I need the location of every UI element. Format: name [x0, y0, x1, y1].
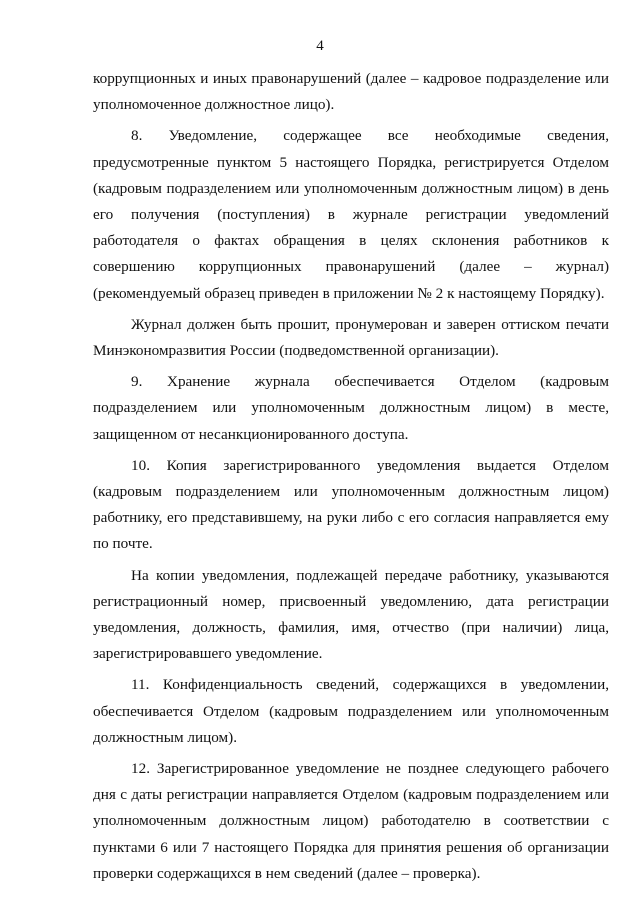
- paragraph-journal-requirements: Журнал должен быть прошит, пронумерован и заверен оттиском печати Минэкономразвития России (подведомственной организации).: [93, 315, 609, 360]
- paragraph-item-12: 12. Зарегистрированное уведомление не позднее следующего рабочего дня с даты регистрации направляется Отделом (кадровым подразделением или уполномоченным должностным лицом) работодателю в соответствии с пунктами 6 или 7 настоящего Порядка для принятия решения об организации проверки содержащихся в нем сведений (далее – проверка).: [93, 760, 609, 882]
- paragraph-item-11: 11. Конфиденциальность сведений, содержащихся в уведомлении, обеспечивается Отделом (кадровым подразделением или уполномоченным должностным лицом).: [93, 676, 609, 746]
- document-body: [93, 66, 609, 887]
- paragraph-continuation: коррупционных и иных правонарушений (далее – кадровое подразделение или уполномоченное должностное лицо).: [93, 70, 609, 114]
- page-number: 4: [316, 38, 324, 54]
- paragraph-item-8: 8. Уведомление, содержащее все необходимые сведения, предусмотренные пунктом 5 настоящего Порядка, регистрируется Отделом (кадровым подразделением или уполномоченным должностным лицом) в день его получения (поступления) в журнале регистрации уведомлений работодателя о фактах обращения в целях склонения работников к совершению коррупционных правонарушений (далее – журнал) (рекомендуемый образец приведен в приложении № 2 к настоящему Порядку).: [93, 127, 609, 302]
- paragraph-item-9: 9. Хранение журнала обеспечивается Отделом (кадровым подразделением или уполномоченным должностным лицом) в месте, защищенном от несанкционированного доступа.: [93, 373, 609, 443]
- paragraph-item-10: 10. Копия зарегистрированного уведомления выдается Отделом (кадровым подразделением или уполномоченным должностным лицом) работнику, его представившему, на руки либо с его согласия направляется ему по почте.: [93, 456, 609, 553]
- paragraph-copy-details: На копии уведомления, подлежащей передаче работнику, указываются регистрационный номер, присвоенный уведомлению, дата регистрации уведомления, должность, фамилия, имя, отчество (при наличии) лица, зарегистрировавшего уведомление.: [93, 566, 609, 663]
